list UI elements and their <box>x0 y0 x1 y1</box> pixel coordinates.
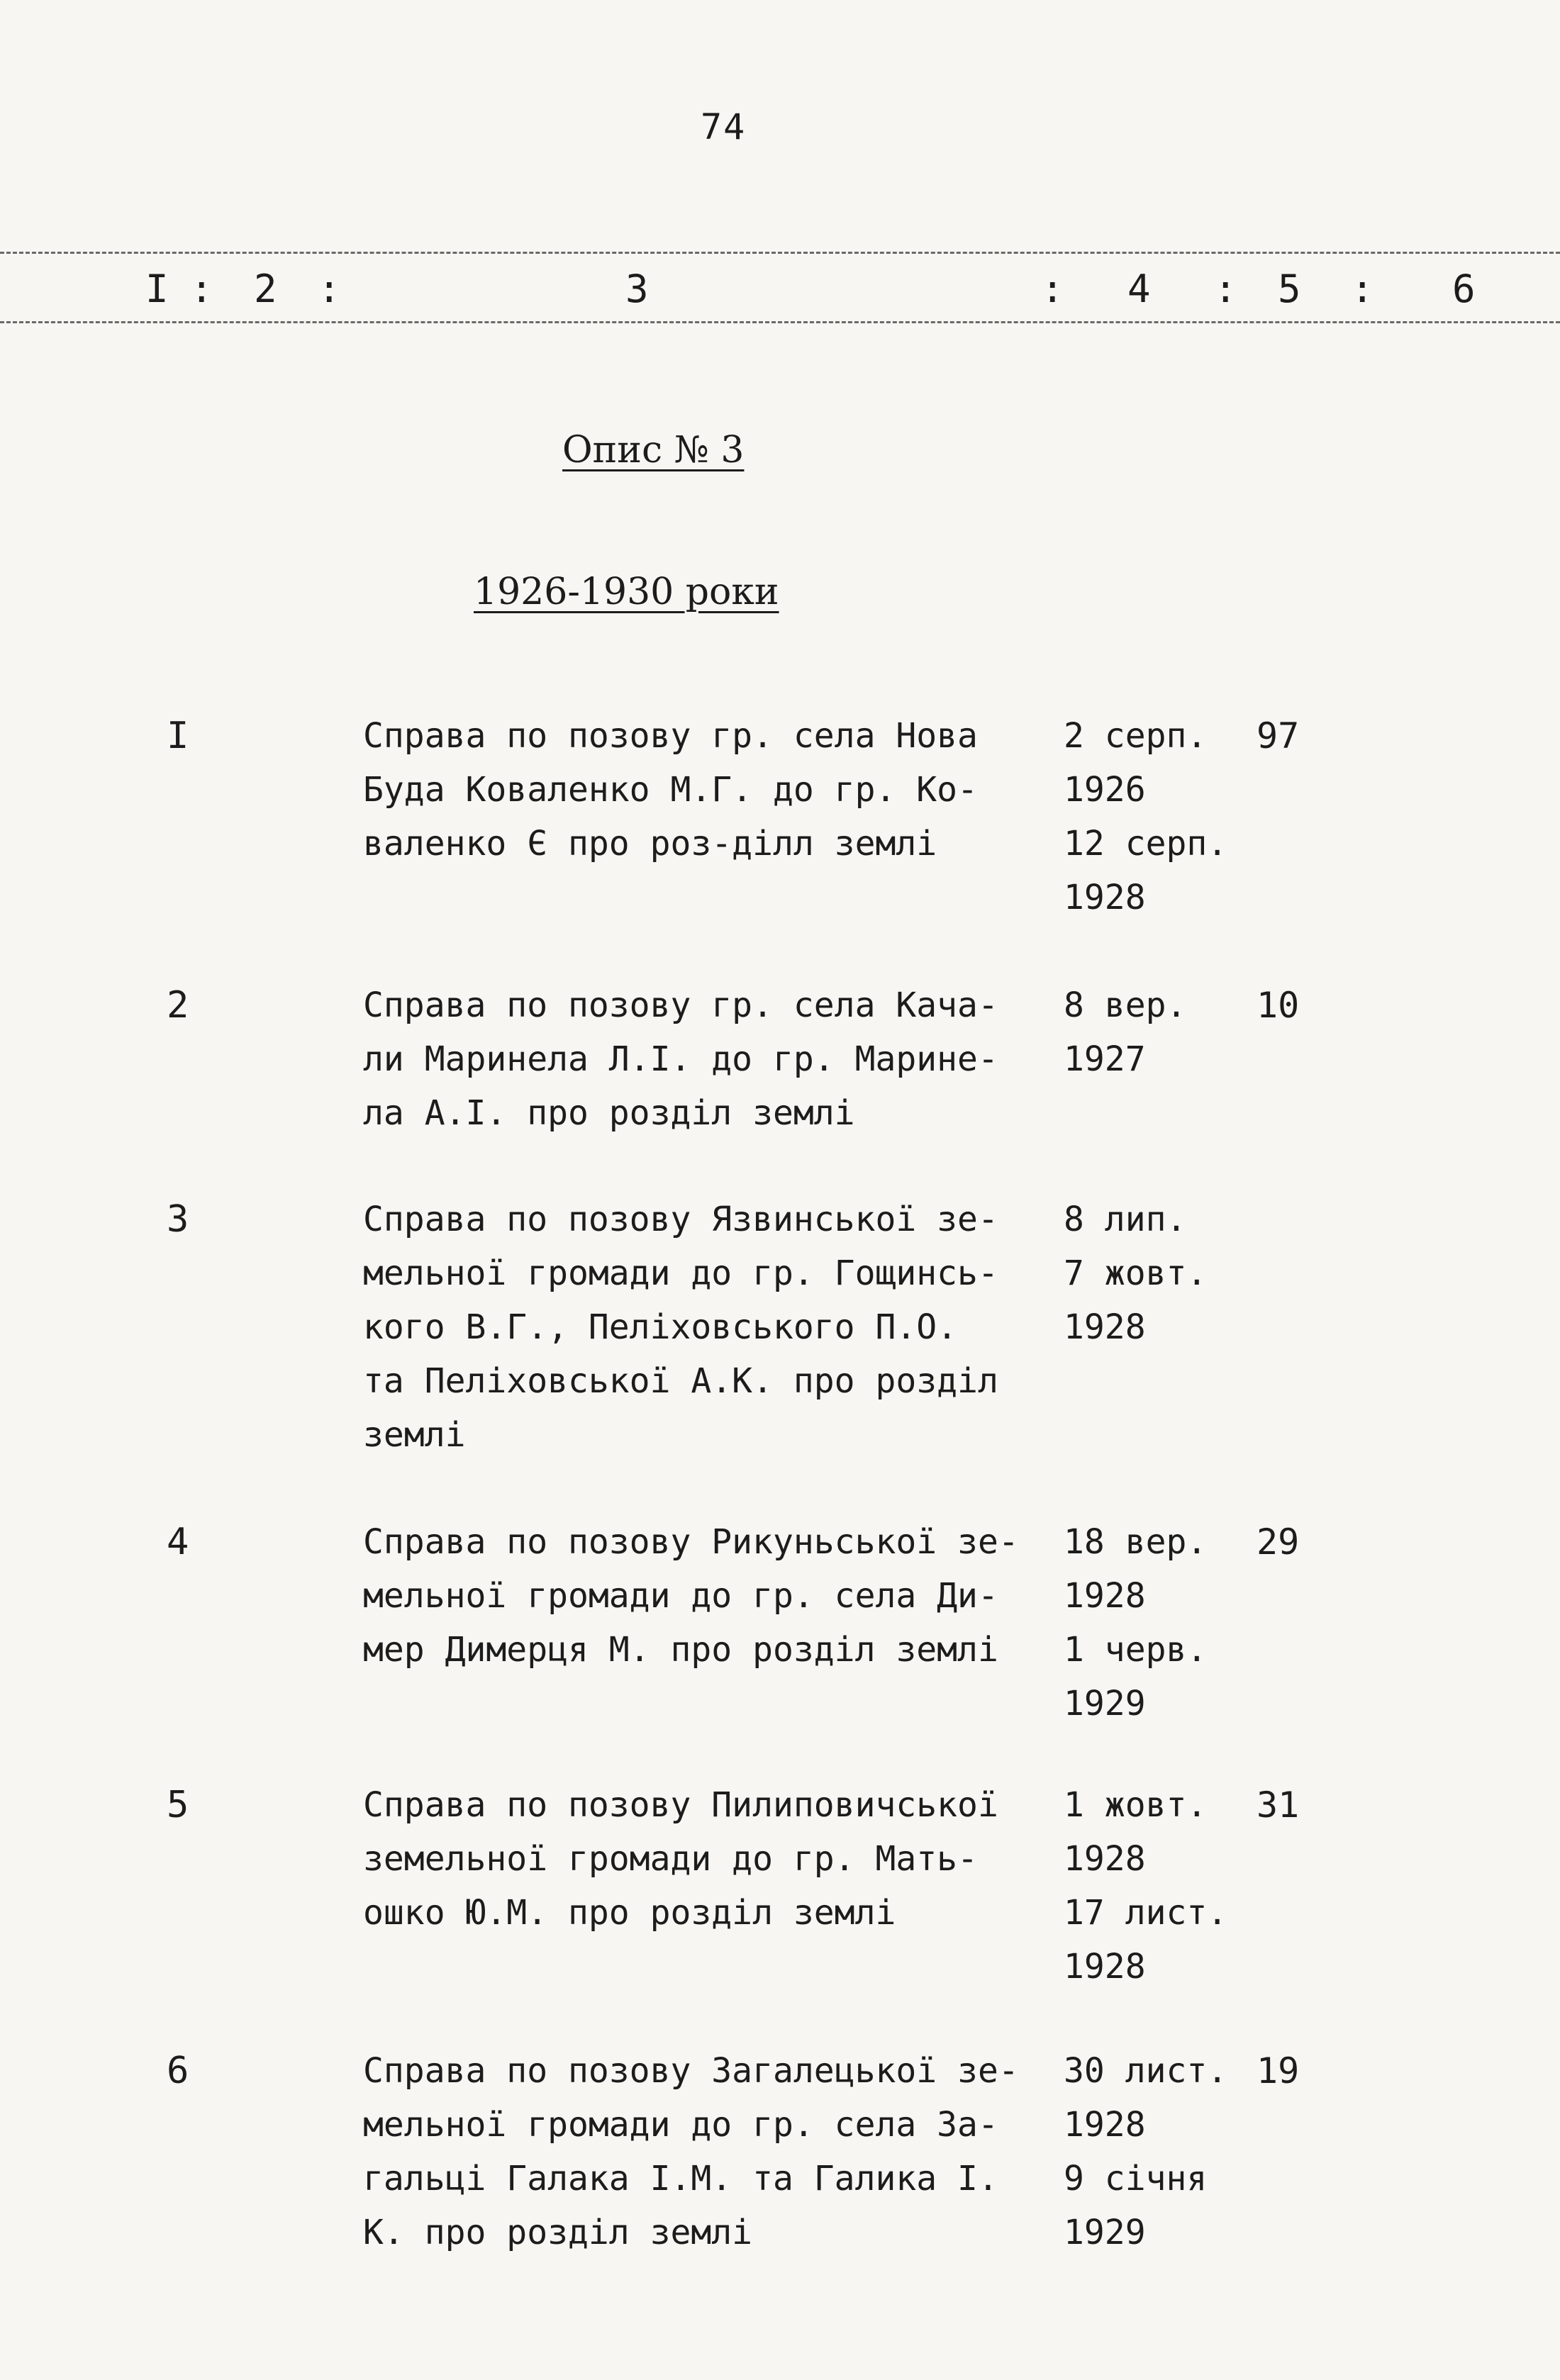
description-line: ла А.І. про розділ землі <box>363 1093 855 1133</box>
column-separator: : <box>1041 267 1064 311</box>
entry-dates <box>1064 1778 1255 1994</box>
column-separator: : <box>1214 267 1237 311</box>
column-number-5: 5 <box>1278 267 1301 311</box>
entry-description <box>363 1192 1051 1462</box>
entry-dates <box>1064 709 1255 924</box>
entry-description <box>363 978 1051 1140</box>
description-line: землі <box>363 1415 466 1455</box>
column-number-3: 3 <box>625 267 649 311</box>
header-rule-top <box>0 252 1560 254</box>
date-line: 1929 <box>1064 2213 1146 2252</box>
entry-sheets: 29 <box>1257 1521 1300 1563</box>
description-line: та Пеліховської А.К. про розділ <box>363 1361 998 1401</box>
date-line: 1 жовт. <box>1064 1785 1208 1825</box>
column-separator: : <box>1351 267 1374 311</box>
entry-dates <box>1064 1192 1255 1354</box>
date-line: 1928 <box>1064 1307 1146 1347</box>
entry-dates <box>1064 978 1255 1086</box>
description-line: Справа по позову Пилиповичської <box>363 1785 998 1825</box>
description-line: мер Димерця М. про розділ землі <box>363 1630 998 1670</box>
entry-sheets: 19 <box>1257 2050 1300 2091</box>
description-line: валенко Є про роз-ділл землі <box>363 824 937 864</box>
column-number-2: 2 <box>254 267 277 311</box>
column-number-4: 4 <box>1127 267 1151 311</box>
entry-description <box>363 1515 1051 1677</box>
date-line: 1926 <box>1064 770 1146 810</box>
description-line: Справа по позову гр. села Нова <box>363 716 978 756</box>
description-line: Справа по позову Рикуньської зе- <box>363 1522 1019 1562</box>
column-number-6: 6 <box>1452 267 1476 311</box>
date-line: 8 лип. <box>1064 1200 1187 1239</box>
date-line: 1929 <box>1064 1684 1146 1723</box>
column-separator: : <box>318 267 341 311</box>
description-line: кого В.Г., Пеліховського П.О. <box>363 1307 958 1347</box>
entry-number: I <box>167 715 189 757</box>
entry-description <box>363 1778 1051 1940</box>
description-line: земельної громади до гр. Мать- <box>363 1839 978 1879</box>
date-line: 1928 <box>1064 2105 1146 2145</box>
entry-dates <box>1064 1515 1255 1731</box>
column-separator: : <box>190 267 213 311</box>
description-line: Буда Коваленко М.Г. до гр. Ко- <box>363 770 978 810</box>
date-line: 17 лист. <box>1064 1893 1228 1933</box>
date-line: 9 січня <box>1064 2159 1208 2199</box>
entry-number: 5 <box>167 1784 189 1826</box>
description-line: Справа по позову Язвинської зе- <box>363 1200 998 1239</box>
entry-description <box>363 709 1051 871</box>
date-line: 18 вер. <box>1064 1522 1208 1562</box>
date-line: 30 лист. <box>1064 2051 1228 2091</box>
description-line: мельної громади до гр. села За- <box>363 2105 998 2145</box>
description-line: мельної громади до гр. села Ди- <box>363 1576 998 1616</box>
date-line: 1928 <box>1064 1947 1146 1987</box>
date-line: 1928 <box>1064 1576 1146 1616</box>
description-line: мельної громади до гр. Гощинсь- <box>363 1253 998 1293</box>
date-line: 1928 <box>1064 1839 1146 1879</box>
inventory-years: 1926-1930 роки <box>474 571 779 613</box>
entry-number: 2 <box>167 984 189 1027</box>
description-line: ли Маринела Л.І. до гр. Марине- <box>363 1039 998 1079</box>
date-line: 8 вер. <box>1064 985 1187 1025</box>
description-line: Справа по позову гр. села Кача- <box>363 985 998 1025</box>
date-line: 7 жовт. <box>1064 1253 1208 1293</box>
description-line: К. про розділ землі <box>363 2213 753 2252</box>
column-number-1: I <box>145 267 169 311</box>
entry-sheets: 31 <box>1257 1784 1300 1826</box>
page-number: 74 <box>701 106 747 147</box>
entry-number: 4 <box>167 1521 189 1563</box>
header-rule-bottom <box>0 321 1560 323</box>
description-line: Справа по позову Загалецької зе- <box>363 2051 1019 2091</box>
entry-number: 3 <box>167 1198 189 1241</box>
date-line: 1927 <box>1064 1039 1146 1079</box>
description-line: ошко Ю.М. про розділ землі <box>363 1893 896 1933</box>
entry-sheets: 97 <box>1257 715 1300 756</box>
entry-description <box>363 2044 1051 2259</box>
entry-number: 6 <box>167 2050 189 2092</box>
date-line: 12 серп. <box>1064 824 1228 864</box>
description-line: гальці Галака І.М. та Галика І. <box>363 2159 998 2199</box>
inventory-title: Опис № 3 <box>562 429 745 471</box>
date-line: 1928 <box>1064 878 1146 917</box>
entry-dates <box>1064 2044 1255 2259</box>
entry-sheets: 10 <box>1257 985 1300 1026</box>
date-line: 1 черв. <box>1064 1630 1208 1670</box>
date-line: 2 серп. <box>1064 716 1208 756</box>
